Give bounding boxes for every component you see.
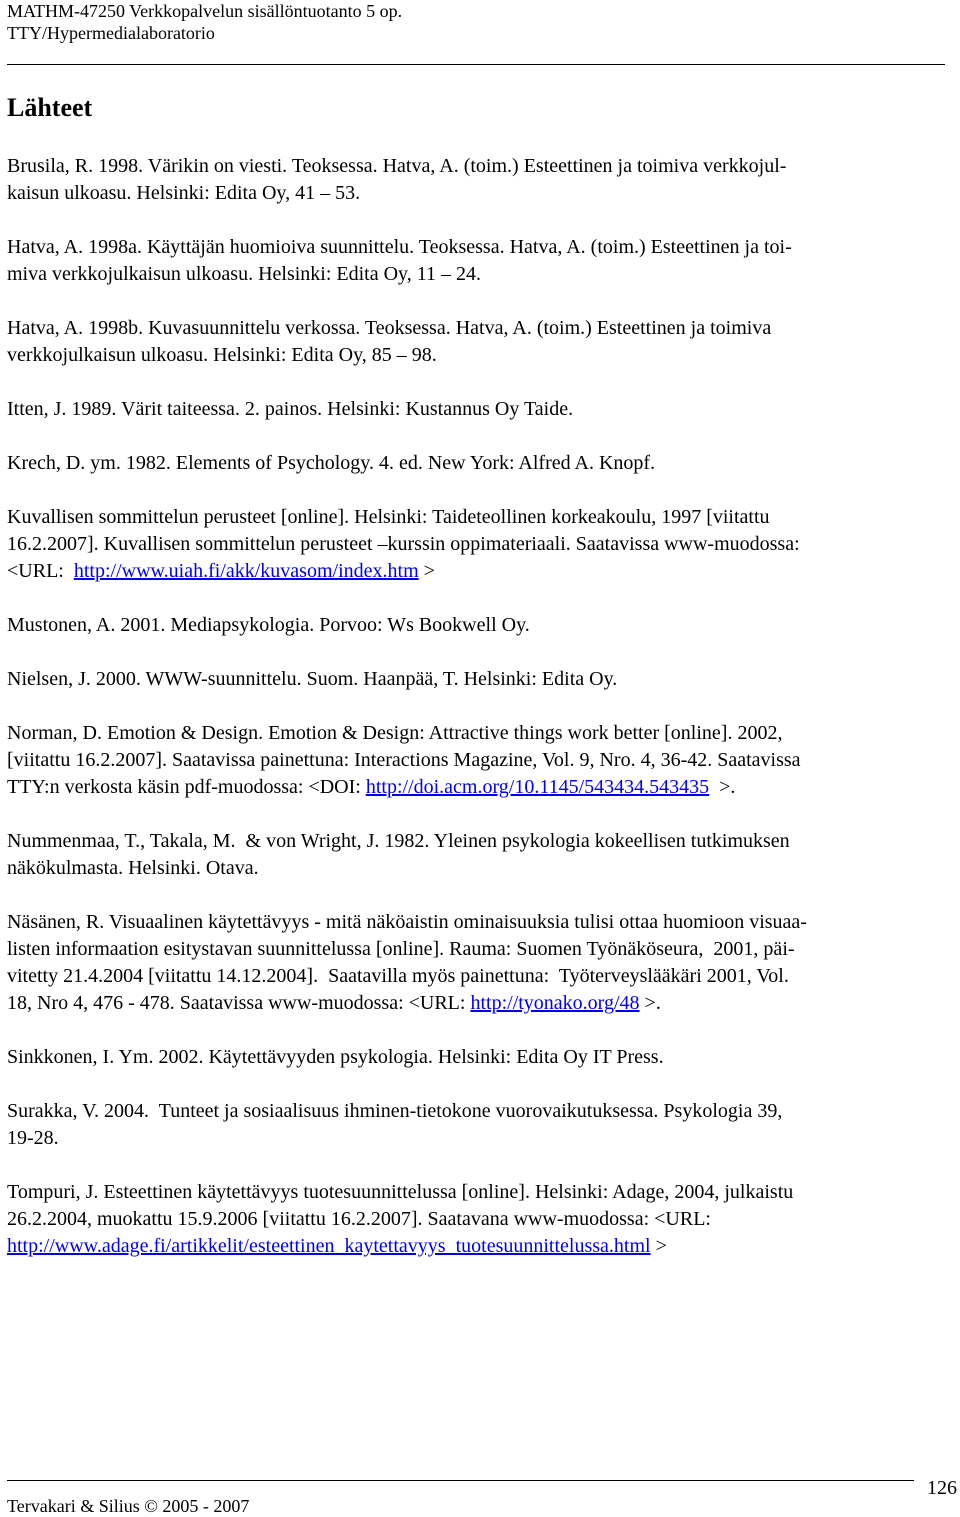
reference-line: näkökulmasta. Helsinki. Otava.	[7, 857, 259, 879]
reference-line: Kuvallisen sommittelun perusteet [online]. Helsinki: Taideteollinen korkeakoulu, 1997 [viitattu	[7, 506, 770, 528]
section-title: Lähteet	[7, 93, 93, 122]
url-suffix: >.	[639, 992, 661, 1014]
reference-line: Itten, J. 1989. Värit taiteessa. 2. painos. Helsinki: Kustannus Oy Taide.	[7, 398, 574, 420]
reference-nummenmaa	[7, 828, 955, 882]
url-prefix: <URL:	[7, 560, 74, 582]
url-prefix: 18, Nro 4, 476 - 478. Saatavissa www-muodossa: <URL:	[7, 992, 471, 1014]
reference-line: 26.2.2004, muokattu 15.9.2006 [viitattu 16.2.2007]. Saatavana www-muodossa: <URL:	[7, 1208, 711, 1230]
reference-line: Tompuri, J. Esteettinen käytettävyys tuotesuunnittelussa [online]. Helsinki: Adage, 2004, julkaistu	[7, 1181, 794, 1203]
tyonako-link[interactable]: http://tyonako.org/48	[470, 992, 640, 1014]
url-suffix: >	[418, 560, 435, 582]
reference-krech	[7, 450, 955, 477]
course-title: MATHM-47250 Verkkopalvelun sisällöntuotanto 5 op.	[7, 1, 403, 21]
reference-line	[7, 774, 955, 801]
reference-line: Mustonen, A. 2001. Mediapsykologia. Porvoo: Ws Bookwell Oy.	[7, 614, 530, 636]
reference-line: 16.2.2007]. Kuvallisen sommittelun perusteet –kurssin oppimateriaali. Saatavissa www-muodossa:	[7, 533, 800, 555]
reference-line: Sinkkonen, I. Ym. 2002. Käytettävyyden psykologia. Helsinki: Edita Oy IT Press.	[7, 1046, 664, 1068]
reference-line: Hatva, A. 1998b. Kuvasuunnittelu verkossa. Teoksessa. Hatva, A. (toim.) Esteettinen ja toimiva	[7, 317, 772, 339]
reference-nasanen	[7, 909, 955, 1017]
page-number: 126	[927, 1477, 957, 1499]
reference-line: listen informaation esitystavan suunnittelussa [online]. Rauma: Suomen Työnäköseura, 2001, päi-	[7, 938, 795, 960]
header-divider	[7, 64, 945, 65]
reference-brusila	[7, 153, 955, 207]
reference-norman	[7, 720, 955, 801]
reference-line: vitetty 21.4.2004 [viitattu 14.12.2004]. Saatavilla myös painettuna: Työterveyslääkäri 2001, Vol.	[7, 965, 789, 987]
reference-line: Norman, D. Emotion & Design. Emotion & Design: Attractive things work better [online]. 2002,	[7, 722, 783, 744]
footer-divider	[7, 1480, 914, 1481]
reference-line: Hatva, A. 1998a. Käyttäjän huomioiva suunnittelu. Teoksessa. Hatva, A. (toim.) Esteettinen ja toi-	[7, 236, 792, 258]
reference-itten	[7, 396, 955, 423]
reference-line: [viitattu 16.2.2007]. Saatavissa painettuna: Interactions Magazine, Vol. 9, Nro. 4, 36-42. Saatavissa	[7, 749, 801, 771]
reference-hatva-1998a	[7, 234, 955, 288]
doi-link[interactable]: http://doi.acm.org/10.1145/543434.543435	[365, 776, 710, 798]
reference-line: Näsänen, R. Visuaalinen käytettävyys - mitä näköaistin ominaisuuksia tulisi ottaa huomioon visuaa-	[7, 911, 807, 933]
doi-suffix: >.	[709, 776, 736, 798]
reference-tompuri	[7, 1179, 955, 1260]
url-suffix: >	[650, 1235, 667, 1257]
reference-line: verkkojulkaisun ulkoasu. Helsinki: Edita Oy, 85 – 98.	[7, 344, 437, 366]
reference-nielsen	[7, 666, 955, 693]
reference-line	[7, 1233, 955, 1260]
reference-kuvallisen-sommittelun	[7, 504, 955, 585]
reference-list	[7, 153, 955, 1260]
adage-link[interactable]: http://www.adage.fi/artikkelit/esteettinen_kaytettavyys_tuotesuunnittelussa.html	[7, 1235, 651, 1257]
reference-line: Nummenmaa, T., Takala, M. & von Wright, J. 1982. Yleinen psykologia kokeellisen tutkimuksen	[7, 830, 790, 852]
reference-line: kaisun ulkoasu. Helsinki: Edita Oy, 41 – 53.	[7, 182, 361, 204]
reference-line: Krech, D. ym. 1982. Elements of Psychology. 4. ed. New York: Alfred A. Knopf.	[7, 452, 656, 474]
lab-name: TTY/Hypermedialaboratorio	[7, 23, 215, 43]
reference-line	[7, 558, 955, 585]
reference-line	[7, 990, 955, 1017]
uiah-link[interactable]: http://www.uiah.fi/akk/kuvasom/index.htm	[73, 560, 419, 582]
reference-mustonen	[7, 612, 955, 639]
reference-line: Brusila, R. 1998. Värikin on viesti. Teoksessa. Hatva, A. (toim.) Esteettinen ja toimiva verkkojul-	[7, 155, 787, 177]
reference-sinkkonen	[7, 1044, 955, 1071]
reference-surakka	[7, 1098, 955, 1152]
doi-prefix: TTY:n verkosta käsin pdf-muodossa: <DOI:	[7, 776, 366, 798]
reference-hatva-1998b	[7, 315, 955, 369]
page-header	[7, 0, 947, 44]
footer-credit: Tervakari & Silius © 2005 - 2007	[7, 1496, 250, 1516]
reference-line: Surakka, V. 2004. Tunteet ja sosiaalisuus ihminen-tietokone vuorovaikutuksessa. Psykologia 39,	[7, 1100, 783, 1122]
reference-line: Nielsen, J. 2000. WWW-suunnittelu. Suom. Haanpää, T. Helsinki: Edita Oy.	[7, 668, 618, 690]
reference-line: miva verkkojulkaisun ulkoasu. Helsinki: Edita Oy, 11 – 24.	[7, 263, 482, 285]
reference-line: 19-28.	[7, 1127, 59, 1149]
